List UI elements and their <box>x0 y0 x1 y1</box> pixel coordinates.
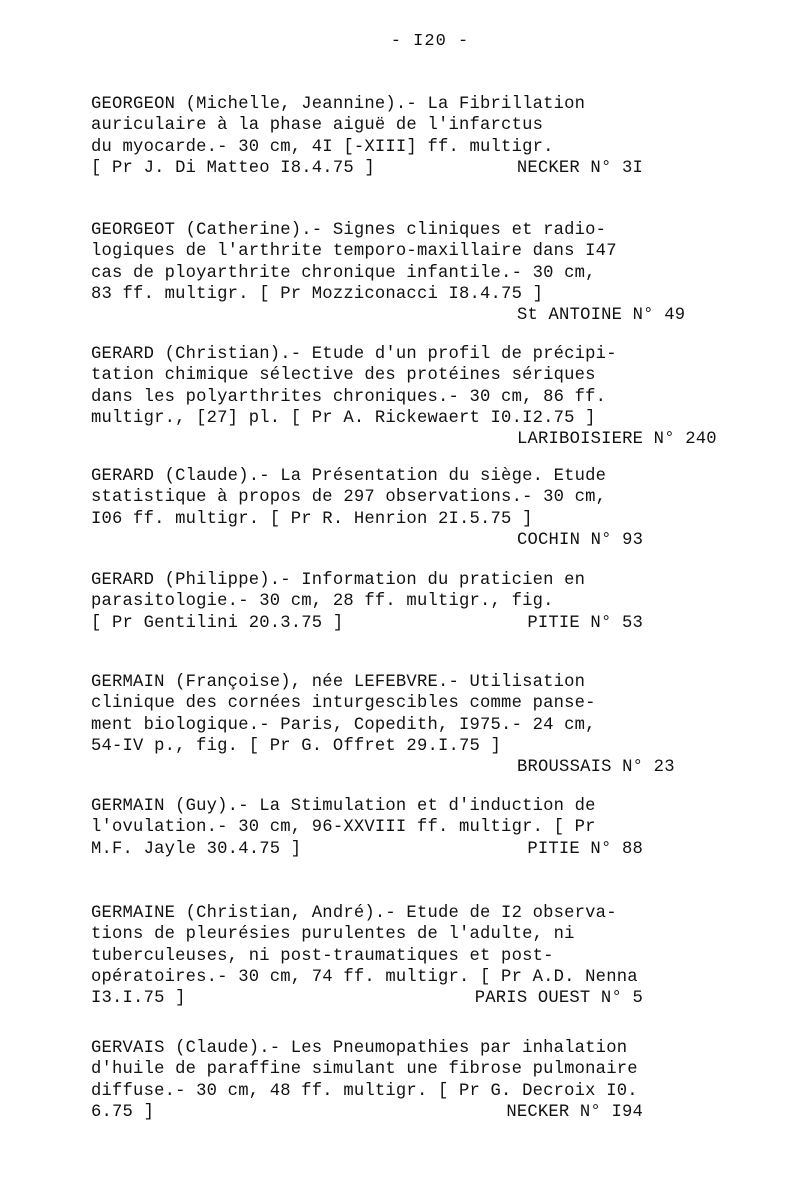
entry-location: PARIS OUEST N° 5 <box>474 989 643 1009</box>
entry-line: ment biologique.- Paris, Copedith, I975.- 24 cm, <box>91 715 596 735</box>
entry-line: 54-IV p., fig. [ Pr G. Offret 29.I.75 ] <box>91 736 502 756</box>
entry-last-line <box>91 1102 643 1123</box>
entry-location: COCHIN N° 93 <box>517 530 644 550</box>
catalog-entry <box>91 672 731 778</box>
entry-line: GERARD (Christian).- Etude d'un profil de précipi- <box>91 345 617 364</box>
entry-line: tions de pleurésies purulentes de l'adulte, ni <box>91 925 575 945</box>
entry-location: NECKER N° 3I <box>516 158 643 178</box>
entry-last-line <box>91 988 643 1009</box>
entry-last-line <box>91 839 643 860</box>
entry-location: LARIBOISIERE N° 240 <box>517 430 717 450</box>
entry-line: M.F. Jayle 30.4.75 ] <box>91 839 302 859</box>
entry-line: GERMAINE (Christian, André).- Etude de I2 observa- <box>91 904 617 923</box>
entry-location: PITIE N° 53 <box>527 613 643 633</box>
entry-line: GERMAIN (Françoise), née LEFEBVRE.- Utilisation <box>91 673 586 692</box>
entry-line: logiques de l'arthrite temporo-maxillaire dans I47 <box>91 242 617 262</box>
entry-line: opératoires.- 30 cm, 74 ff. multigr. [ Pr A.D. Nenna <box>91 967 638 987</box>
entry-line: statistique à propos de 297 observations.- 30 cm, <box>91 488 607 508</box>
entry-line: parasitologie.- 30 cm, 28 ff. multigr., fig. <box>91 592 554 612</box>
entry-line: [ Pr J. Di Matteo I8.4.75 ] <box>91 158 375 178</box>
entry-line: multigr., [27] pl. [ Pr A. Rickewaert I0.I2.75 ] <box>91 408 596 428</box>
entry-line: clinique des cornées inturgescibles comme panse- <box>91 694 596 714</box>
entry-line: cas de ployarthrite chronique infantile.- 30 cm, <box>91 263 596 283</box>
entry-line: GERMAIN (Guy).- La Stimulation et d'induction de <box>91 797 596 816</box>
entry-line: 83 ff. multigr. [ Pr Mozziconacci I8.4.75 ] <box>91 284 544 304</box>
entry-line: I06 ff. multigr. [ Pr R. Henrion 2I.5.75 ] <box>91 509 533 529</box>
entry-line: d'huile de paraffine simulant une fibrose pulmonaire <box>91 1060 638 1080</box>
entry-line: GERVAIS (Claude).- Les Pneumopathies par inhalation <box>91 1039 628 1058</box>
entry-line: GERARD (Philippe).- Information du praticien en <box>91 571 586 590</box>
catalog-entry <box>91 903 731 1009</box>
catalog-entry <box>91 1038 731 1123</box>
entry-location: BROUSSAIS N° 23 <box>517 758 675 778</box>
catalog-entry <box>91 344 731 450</box>
catalog-entry <box>91 466 731 551</box>
entry-line: tation chimique sélective des protéines sériques <box>91 366 596 386</box>
entry-line: 6.75 ] <box>91 1102 155 1122</box>
entry-location: St ANTOINE N° 49 <box>517 306 686 326</box>
entry-last-line <box>91 613 643 634</box>
catalog-entry <box>91 94 731 179</box>
catalog-entry <box>91 570 731 634</box>
entry-location: NECKER N° I94 <box>506 1102 643 1122</box>
entry-line: diffuse.- 30 cm, 48 ff. multigr. [ Pr G. Decroix I0. <box>91 1081 638 1101</box>
entry-line: [ Pr Gentilini 20.3.75 ] <box>91 613 344 633</box>
entry-line: GERARD (Claude).- La Présentation du siège. Etude <box>91 467 607 486</box>
entry-line: I3.I.75 ] <box>91 989 186 1009</box>
entry-line: dans les polyarthrites chroniques.- 30 cm, 86 ff. <box>91 387 607 407</box>
entry-line: auriculaire à la phase aiguë de l'infarctus <box>91 116 544 136</box>
entry-line: tuberculeuses, ni post-traumatiques et post- <box>91 946 554 966</box>
page-number: - I20 - <box>390 32 470 51</box>
entry-line: GEORGEOT (Catherine).- Signes cliniques et radio- <box>91 221 607 240</box>
entry-line: du myocarde.- 30 cm, 4I [-XIII] ff. multigr. <box>91 137 554 157</box>
entry-last-line <box>91 158 643 179</box>
catalog-entry <box>91 796 731 860</box>
catalog-entry <box>91 220 731 326</box>
entry-line: l'ovulation.- 30 cm, 96-XXVIII ff. multigr. [ Pr <box>91 818 596 838</box>
entry-line: GEORGEON (Michelle, Jeannine).- La Fibrillation <box>91 95 586 114</box>
entry-location: PITIE N° 88 <box>527 839 643 859</box>
